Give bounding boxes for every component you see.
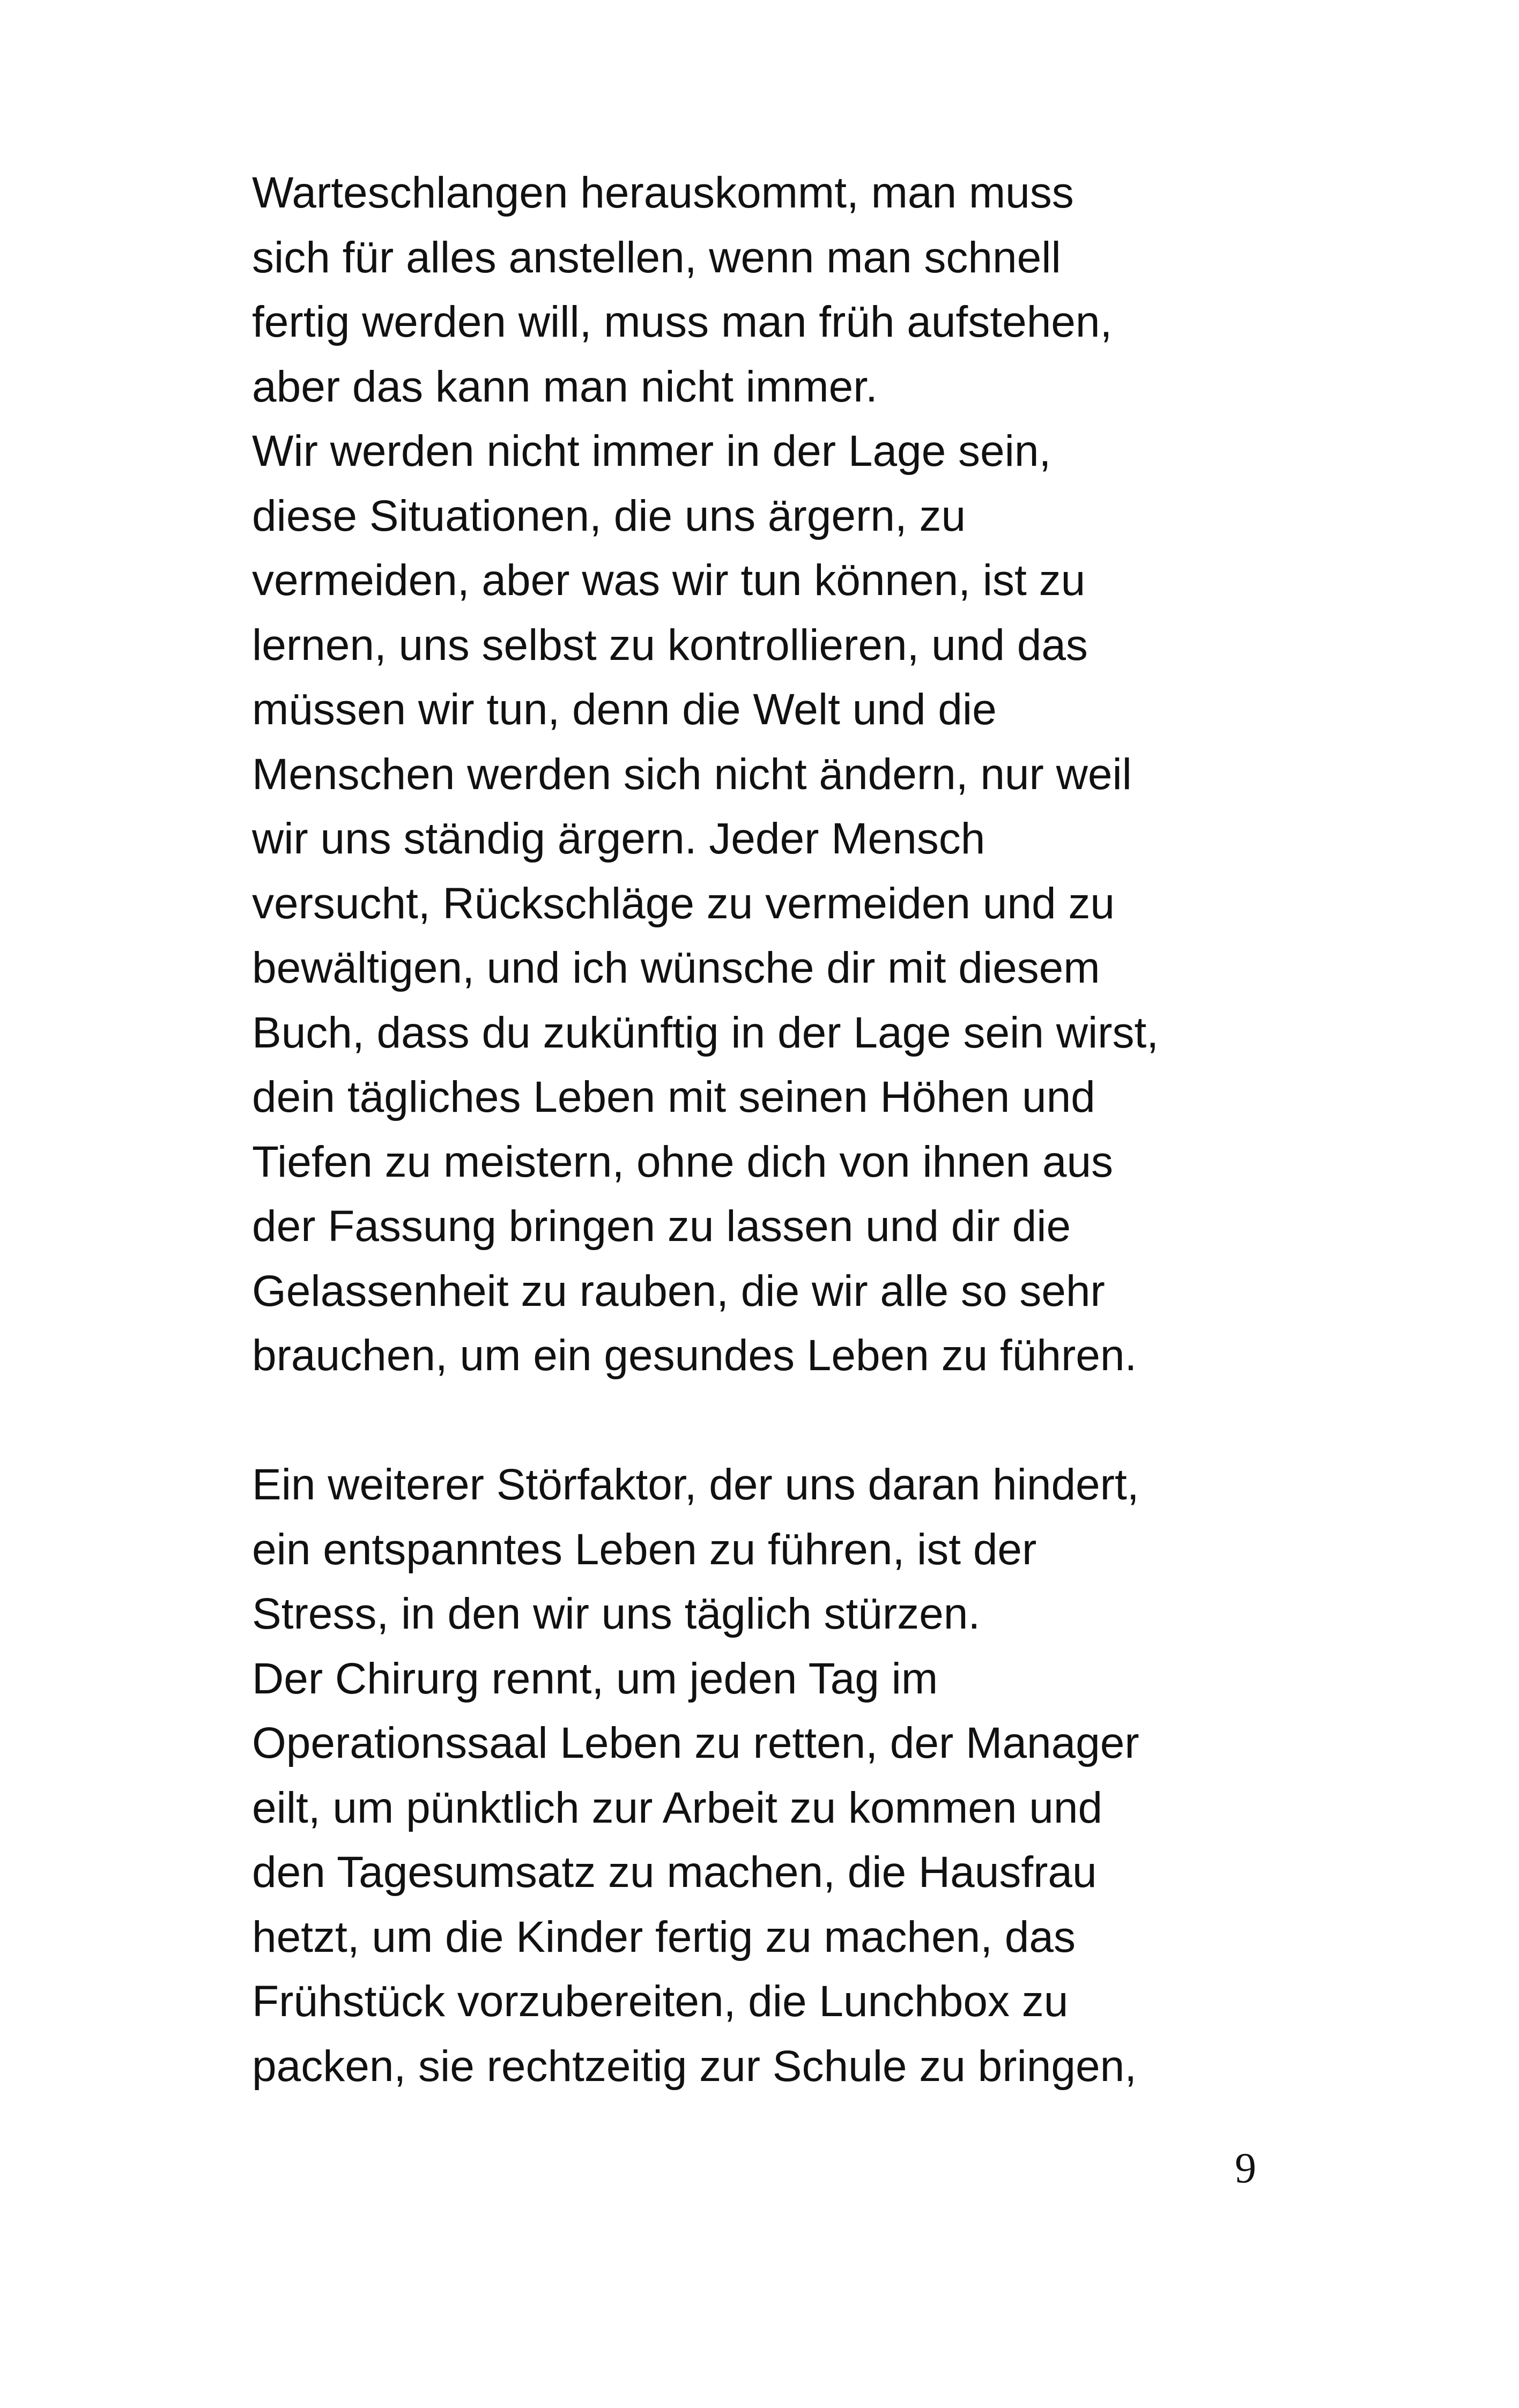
- text-line: Frühstück vorzubereiten, die Lunchbox zu: [252, 1977, 1069, 2026]
- text-line: der Fassung bringen zu lassen und dir die: [252, 1202, 1071, 1251]
- text-line: brauchen, um ein gesundes Leben zu führen.: [252, 1331, 1137, 1380]
- text-line: Wir werden nicht immer in der Lage sein,: [252, 427, 1051, 475]
- text-line: Tiefen zu meistern, ohne dich von ihnen aus: [252, 1137, 1114, 1186]
- text-line: dein tägliches Leben mit seinen Höhen und: [252, 1073, 1095, 1121]
- text-line: Ein weiterer Störfaktor, der uns daran hindert,: [252, 1460, 1139, 1509]
- paragraph-1: [252, 161, 1340, 1388]
- text-line: bewältigen, und ich wünsche dir mit diesem: [252, 943, 1100, 992]
- text-line: Operationssaal Leben zu retten, der Manager: [252, 1719, 1139, 1767]
- text-line: müssen wir tun, denn die Welt und die: [252, 685, 997, 734]
- text-line: ein entspanntes Leben zu führen, ist der: [252, 1525, 1037, 1574]
- text-line: hetzt, um die Kinder fertig zu machen, das: [252, 1912, 1076, 1961]
- text-line: packen, sie rechtzeitig zur Schule zu bringen,: [252, 2041, 1137, 2091]
- text-line: aber das kann man nicht immer.: [252, 362, 878, 411]
- text-line: Stress, in den wir uns täglich stürzen.: [252, 1589, 981, 1638]
- text-line: Gelassenheit zu rauben, die wir alle so sehr: [252, 1266, 1105, 1316]
- text-line: wir uns ständig ärgern. Jeder Mensch: [252, 814, 986, 863]
- page-number: 9: [1235, 2145, 1256, 2192]
- text-line: diese Situationen, die uns ärgern, zu: [252, 491, 966, 540]
- text-line: vermeiden, aber was wir tun können, ist zu: [252, 556, 1086, 605]
- text-line: eilt, um pünktlich zur Arbeit zu kommen und: [252, 1783, 1103, 1832]
- paragraph-2: [252, 1453, 1340, 2099]
- text-line: lernen, uns selbst zu kontrollieren, und das: [252, 620, 1088, 670]
- text-line: Menschen werden sich nicht ändern, nur weil: [252, 749, 1132, 799]
- text-line: versucht, Rückschläge zu vermeiden und zu: [252, 879, 1115, 928]
- text-line: den Tagesumsatz zu machen, die Hausfrau: [252, 1848, 1097, 1897]
- text-line: fertig werden will, muss man früh aufstehen,: [252, 298, 1113, 346]
- text-line: sich für alles anstellen, wenn man schnell: [252, 233, 1061, 282]
- text-line: Warteschlangen herauskommt, man muss: [252, 168, 1074, 217]
- text-line: Der Chirurg rennt, um jeden Tag im: [252, 1654, 938, 1703]
- text-line: Buch, dass du zukünftig in der Lage sein wirst,: [252, 1008, 1159, 1057]
